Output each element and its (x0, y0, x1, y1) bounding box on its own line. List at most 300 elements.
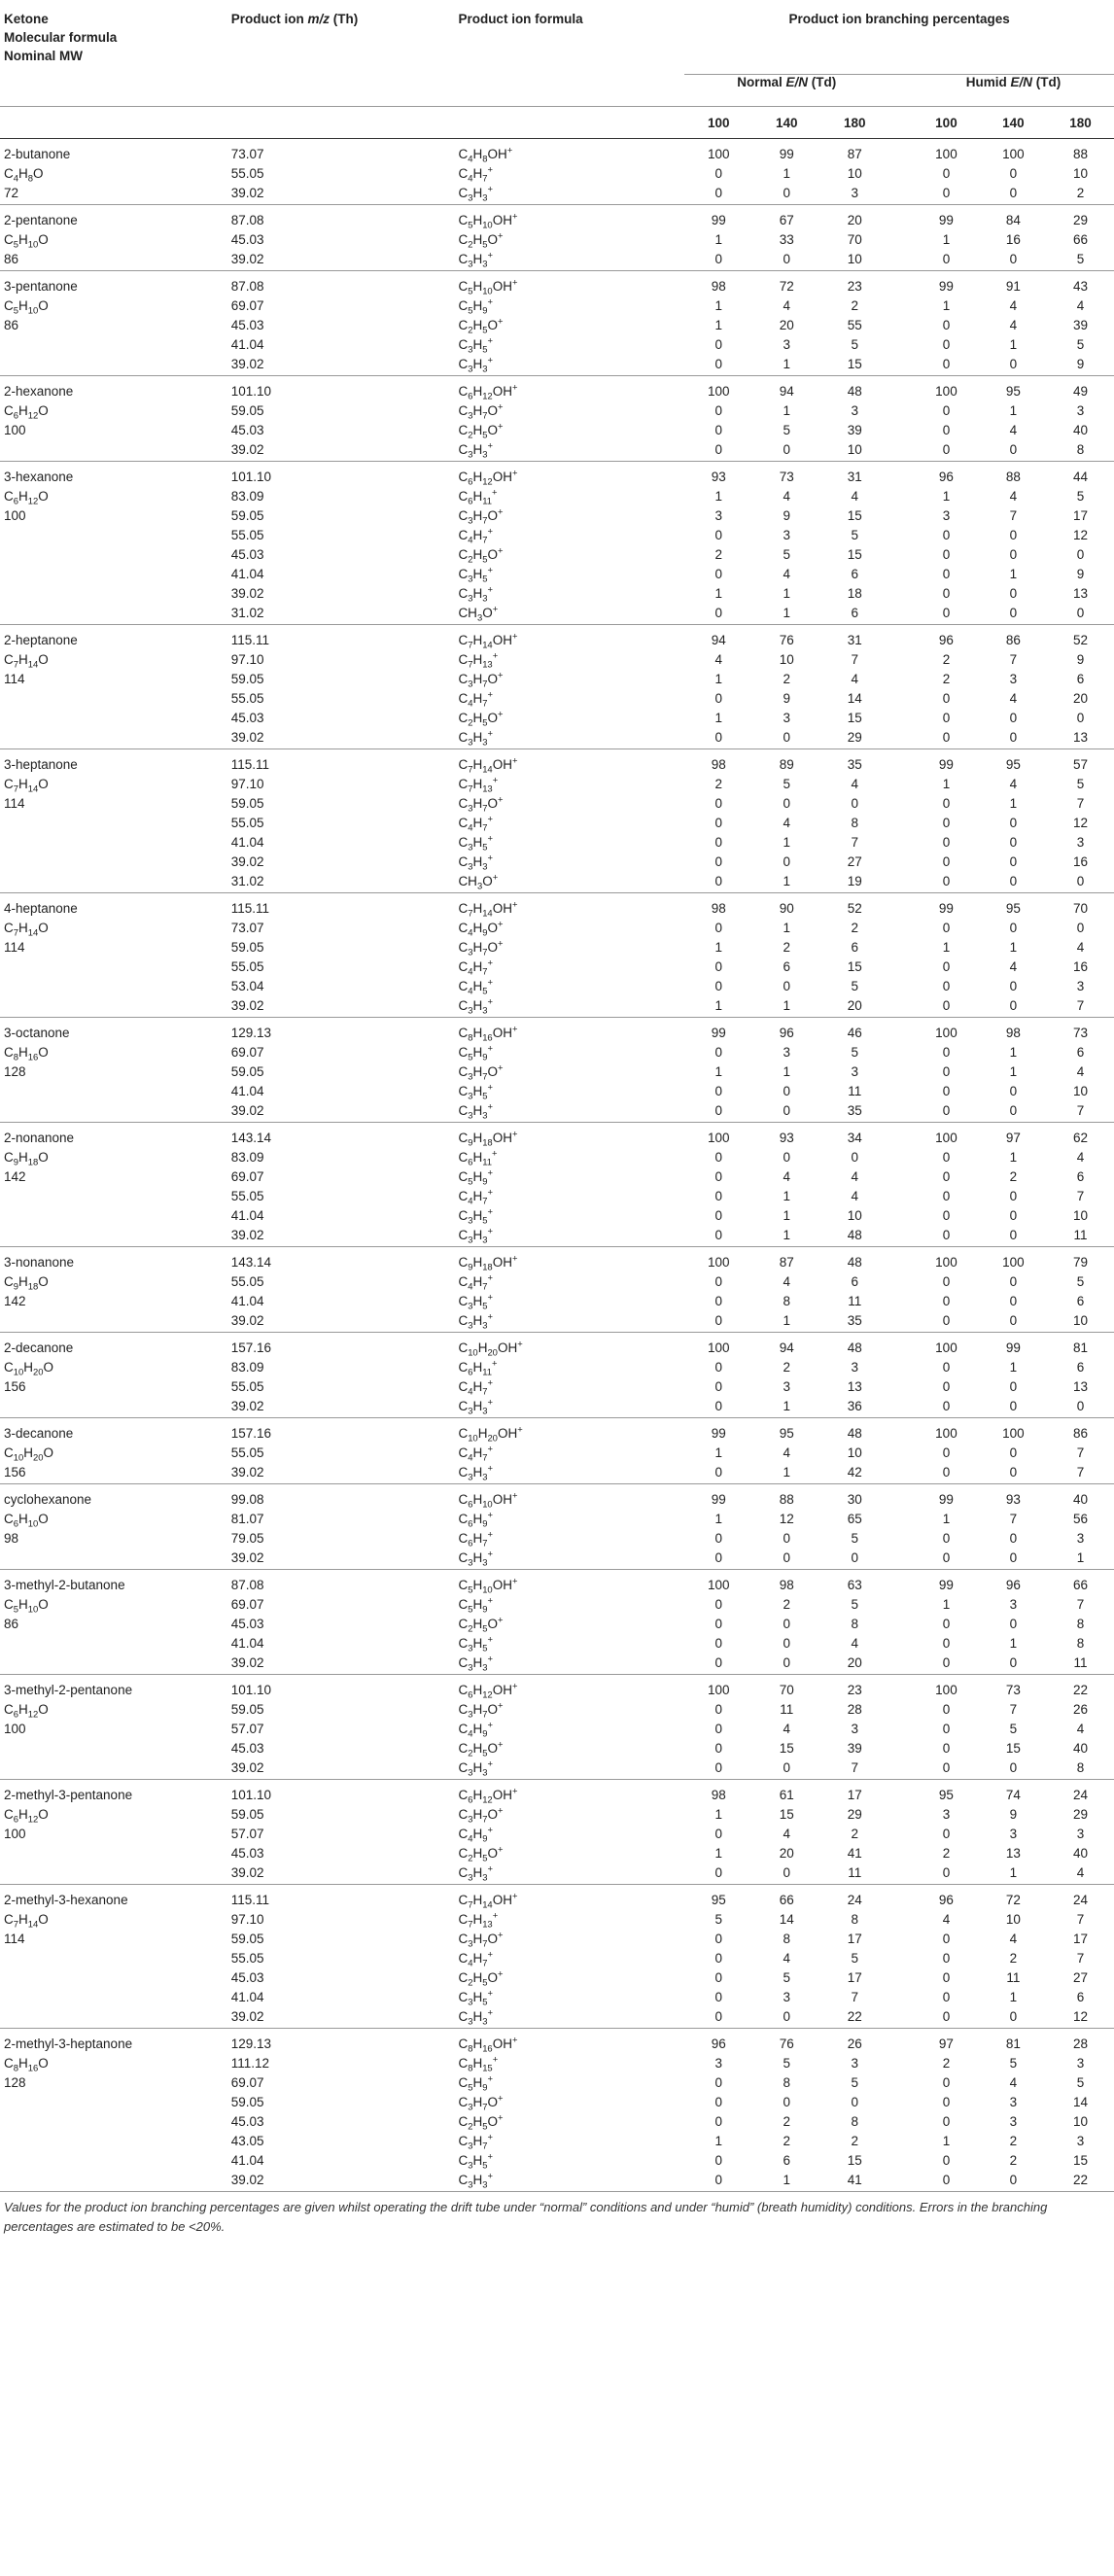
pct-humid-180: 7 (1076, 1445, 1085, 1460)
pct-normal-100: 0 (714, 1760, 722, 1775)
pct-humid-100: 2 (942, 2056, 951, 2071)
pct-humid-180: 8 (1076, 1636, 1085, 1651)
pct-normal-140: 0 (783, 1150, 790, 1165)
pct-humid-100: 0 (942, 979, 951, 993)
ketone-mw: 72 (4, 186, 19, 200)
gap-cell (888, 2008, 913, 2029)
pct-humid-140: 97 (1005, 1131, 1021, 1145)
pct-humid-100: 100 (935, 1426, 957, 1441)
pct-normal-140: 1 (783, 357, 790, 371)
pct-normal-180: 4 (851, 1189, 858, 1203)
pct-humid-180: 12 (1072, 528, 1088, 542)
ketone-cell-empty (0, 336, 227, 356)
pct-humid-180: 10 (1072, 1313, 1088, 1328)
pct-normal-100: 1 (714, 998, 722, 1013)
ion-mz: 57.07 (230, 1722, 264, 1736)
pct-normal-140: 4 (783, 1827, 790, 1841)
ion-formula: $C_3H_7O^+$ (458, 1062, 504, 1083)
pct-normal-140: 0 (783, 730, 790, 745)
ketone-formula: $C_7H_{14}O$ (4, 652, 49, 671)
pct-humid-180: 4 (1076, 940, 1085, 955)
pct-humid-100: 95 (938, 1788, 954, 1802)
table-row (0, 1931, 1114, 1950)
pct-humid-180: 27 (1072, 1970, 1088, 1985)
ketone-cell-empty (0, 1083, 227, 1102)
pct-normal-100: 0 (714, 691, 722, 706)
pct-normal-100: 0 (714, 1636, 722, 1651)
pct-normal-180: 41 (847, 1846, 862, 1861)
pct-normal-100: 0 (714, 874, 722, 888)
ketone-name: 3-pentanone (4, 279, 78, 294)
ketone-cell-empty (0, 527, 227, 546)
ion-mz: 39.02 (230, 2173, 264, 2187)
ion-mz: 59.05 (230, 1702, 264, 1717)
pct-normal-140: 0 (783, 979, 790, 993)
pct-humid-100: 0 (942, 1932, 951, 1946)
ketone-name: 2-butanone (4, 147, 71, 161)
pct-humid-100: 0 (942, 403, 951, 418)
ketone-group (0, 1123, 1114, 1247)
pct-humid-180: 7 (1076, 796, 1085, 811)
pct-normal-140: 0 (783, 1865, 790, 1880)
pct-normal-180: 7 (851, 652, 858, 667)
pct-normal-100: 0 (714, 1932, 722, 1946)
ion-mz: 43.05 (230, 2134, 264, 2148)
pct-humid-140: 73 (1005, 1683, 1021, 1697)
pct-humid-100: 100 (935, 1340, 957, 1355)
pct-normal-140: 15 (779, 1741, 794, 1756)
pct-humid-140: 0 (1009, 606, 1018, 620)
ion-mz: 143.14 (230, 1255, 272, 1270)
pct-humid-180: 5 (1076, 2075, 1085, 2090)
pct-humid-180: 62 (1072, 1131, 1088, 1145)
pct-normal-180: 17 (847, 1788, 862, 1802)
pct-normal-100: 0 (714, 1990, 722, 2004)
pct-normal-140: 11 (780, 1702, 794, 1717)
ketone-formula: $C_5H_{10}O$ (4, 1597, 49, 1616)
gap-cell (888, 1273, 913, 1293)
pct-normal-140: 5 (783, 547, 790, 562)
pct-humid-180: 7 (1076, 1465, 1085, 1479)
ketone-formula: $C_6H_{12}O$ (4, 403, 49, 422)
pct-normal-140: 3 (783, 1045, 790, 1060)
ketone-mw: 114 (4, 940, 25, 955)
gap-cell (888, 939, 913, 958)
pct-normal-100: 99 (711, 1426, 726, 1441)
ion-mz: 101.10 (230, 1683, 272, 1697)
pct-normal-180: 6 (851, 606, 858, 620)
pct-normal-180: 35 (847, 1313, 862, 1328)
ketone-cell-empty (0, 356, 227, 376)
ketone-cell-empty (0, 1950, 227, 1969)
pct-humid-100: 0 (942, 1865, 951, 1880)
gap-cell (888, 1511, 913, 1530)
ion-formula: $C_3H_3^+$ (458, 184, 493, 204)
table-row (0, 317, 1114, 336)
pct-normal-140: 61 (779, 1788, 794, 1802)
ion-mz: 39.02 (230, 1228, 264, 1242)
pct-humid-140: 15 (1005, 1741, 1021, 1756)
ketone-group (0, 1247, 1114, 1333)
gap-cell (888, 1826, 913, 1845)
pct-humid-180: 5 (1076, 489, 1085, 504)
pct-normal-140: 0 (783, 252, 790, 266)
ketone-cell-empty (0, 2152, 227, 2172)
ketone-mw: 86 (4, 318, 19, 332)
pct-normal-140: 72 (779, 279, 794, 294)
ion-mz: 39.02 (230, 730, 264, 745)
ion-formula: $C_4H_7^+$ (458, 1187, 493, 1207)
table-row (0, 1845, 1114, 1864)
pct-normal-100: 0 (714, 2095, 722, 2109)
pct-humid-180: 20 (1072, 691, 1088, 706)
pct-normal-180: 8 (851, 2114, 858, 2129)
pct-normal-140: 1 (783, 1064, 790, 1079)
table-row (0, 1293, 1114, 1312)
pct-humid-140: 100 (1002, 1426, 1025, 1441)
pct-humid-100: 100 (935, 147, 957, 161)
gap-cell (888, 527, 913, 546)
pct-humid-140: 3 (1009, 672, 1018, 686)
ion-mz: 41.04 (230, 1636, 264, 1651)
ion-formula: $C_6H_{10}OH^+$ (458, 1490, 518, 1511)
pct-normal-100: 0 (714, 1655, 722, 1670)
gap-cell (888, 1549, 913, 1570)
pct-normal-180: 4 (851, 1169, 858, 1184)
pct-normal-180: 2 (851, 298, 858, 313)
pct-humid-180: 15 (1072, 2153, 1088, 2168)
ketone-formula: $C_6H_{10}O$ (4, 1512, 49, 1530)
pct-humid-140: 4 (1009, 777, 1018, 791)
pct-humid-180: 5 (1076, 1274, 1085, 1289)
ion-formula: $C_3H_3^+$ (458, 1101, 493, 1122)
ion-formula: $CH_3O^+$ (458, 604, 499, 624)
pct-humid-100: 1 (942, 489, 951, 504)
gap-cell (888, 1654, 913, 1675)
pct-normal-100: 100 (707, 1131, 730, 1145)
pct-normal-140: 0 (783, 442, 790, 457)
gap-cell (888, 1740, 913, 1759)
pct-normal-100: 0 (714, 357, 722, 371)
pct-normal-180: 42 (847, 1465, 862, 1479)
gap-cell (888, 566, 913, 585)
ketone-formula: $C_9H_{18}O$ (4, 1274, 49, 1293)
pct-humid-180: 40 (1072, 1846, 1088, 1861)
pct-normal-140: 1 (783, 166, 790, 181)
ketone-formula: $C_7H_{14}O$ (4, 1912, 49, 1931)
pct-humid-180: 4 (1076, 1064, 1085, 1079)
ion-formula: $C_6H_{12}OH^+$ (458, 468, 518, 488)
pct-humid-180: 40 (1072, 423, 1088, 437)
pct-normal-100: 0 (714, 2114, 722, 2129)
ion-mz: 39.02 (230, 1103, 264, 1118)
pct-humid-100: 2 (942, 1846, 951, 1861)
pct-normal-180: 65 (847, 1512, 862, 1526)
ketone-cell-empty (0, 1102, 227, 1123)
pct-normal-140: 0 (783, 796, 790, 811)
pct-normal-140: 2 (783, 940, 790, 955)
ketone-group (0, 893, 1114, 1018)
pct-humid-180: 3 (1076, 2056, 1085, 2071)
pct-humid-140: 0 (1009, 1550, 1018, 1565)
ketone-formula: $C_9H_{18}O$ (4, 1150, 49, 1168)
ion-formula: $C_2H_5O^+$ (458, 230, 504, 251)
ion-formula: $C_6H_{12}OH^+$ (458, 1786, 518, 1806)
header-ketone (0, 0, 227, 75)
ketone-group (0, 139, 1114, 205)
pct-normal-140: 0 (783, 854, 790, 869)
pct-humid-140: 7 (1009, 1512, 1018, 1526)
pct-humid-180: 6 (1076, 1045, 1085, 1060)
table-row (0, 402, 1114, 422)
pct-normal-100: 0 (714, 166, 722, 181)
pct-humid-180: 6 (1076, 1169, 1085, 1184)
gap-cell (888, 776, 913, 795)
ion-mz: 39.02 (230, 357, 264, 371)
pct-humid-180: 6 (1076, 672, 1085, 686)
table-row (0, 205, 1114, 232)
gap-cell (888, 1484, 913, 1512)
pct-normal-100: 100 (707, 147, 730, 161)
ion-formula: $C_3H_3^+$ (458, 1311, 493, 1332)
pct-normal-180: 20 (847, 1655, 862, 1670)
pct-humid-140: 0 (1009, 854, 1018, 869)
pct-normal-180: 8 (851, 816, 858, 830)
table-row (0, 251, 1114, 271)
pct-humid-180: 79 (1072, 1255, 1088, 1270)
pct-normal-140: 2 (783, 2134, 790, 2148)
gap-cell (888, 1227, 913, 1247)
pct-normal-180: 26 (847, 2036, 862, 2051)
pct-humid-180: 13 (1072, 1379, 1088, 1394)
ion-mz: 101.10 (230, 384, 272, 399)
pct-normal-100: 0 (714, 1399, 722, 1413)
pct-normal-180: 10 (847, 166, 862, 181)
ion-mz: 129.13 (230, 1026, 272, 1040)
pct-humid-140: 1 (1009, 796, 1018, 811)
pct-normal-100: 0 (714, 1208, 722, 1223)
pct-normal-140: 4 (783, 816, 790, 830)
ketone-formula: $C_8H_{16}O$ (4, 2056, 49, 2074)
ion-formula: $C_3H_5^+$ (458, 1634, 493, 1654)
pct-humid-140: 0 (1009, 1084, 1018, 1098)
gap-cell (888, 1149, 913, 1168)
pct-normal-180: 28 (847, 1702, 862, 1717)
pct-normal-180: 3 (851, 2056, 858, 2071)
pct-humid-100: 0 (942, 1399, 951, 1413)
pct-normal-100: 0 (714, 1970, 722, 1985)
pct-normal-100: 98 (711, 901, 726, 916)
pct-humid-100: 0 (942, 252, 951, 266)
pct-humid-180: 26 (1072, 1702, 1088, 1717)
ion-formula: $C_4H_7^+$ (458, 1444, 493, 1464)
pct-normal-140: 0 (783, 1531, 790, 1546)
pct-normal-180: 4 (851, 1636, 858, 1651)
ion-mz: 45.03 (230, 423, 264, 437)
pct-normal-180: 27 (847, 854, 862, 869)
table-row (0, 376, 1114, 403)
pct-humid-140: 1 (1009, 1636, 1018, 1651)
pct-normal-180: 11 (848, 1084, 862, 1098)
pct-normal-140: 5 (783, 1970, 790, 1985)
ketone-formula: $C_{10}H_{20}O$ (4, 1360, 54, 1378)
ketone-cell-empty (0, 729, 227, 749)
ion-mz: 45.03 (230, 547, 264, 562)
pct-normal-180: 2 (851, 2134, 858, 2148)
pct-normal-140: 1 (783, 998, 790, 1013)
pct-humid-100: 0 (942, 186, 951, 200)
ion-formula: $C_3H_5^+$ (458, 1082, 493, 1102)
pct-normal-180: 31 (847, 633, 862, 647)
ketone-name: 2-hexanone (4, 384, 74, 399)
gap-cell (888, 231, 913, 251)
gap-cell (888, 1083, 913, 1102)
pct-humid-140: 0 (1009, 816, 1018, 830)
gap-cell (888, 834, 913, 853)
pct-normal-100: 0 (714, 1103, 722, 1118)
table-row (0, 462, 1114, 489)
pct-humid-140: 74 (1005, 1788, 1021, 1802)
pct-humid-100: 0 (942, 1741, 951, 1756)
pct-normal-140: 33 (779, 232, 794, 247)
pct-humid-140: 10 (1005, 1912, 1021, 1927)
pct-normal-140: 1 (783, 835, 790, 850)
ion-mz: 53.04 (230, 979, 264, 993)
pct-humid-140: 93 (1005, 1492, 1021, 1507)
ion-mz: 41.04 (230, 567, 264, 581)
gap-cell (888, 546, 913, 566)
pct-humid-100: 96 (938, 633, 954, 647)
pct-normal-140: 5 (783, 2056, 790, 2071)
table-row (0, 1398, 1114, 1418)
pct-humid-180: 14 (1072, 2095, 1088, 2109)
ion-formula: $C_3H_3^+$ (458, 853, 493, 873)
table-row (0, 1740, 1114, 1759)
pct-humid-140: 0 (1009, 1617, 1018, 1631)
gap-cell (888, 1989, 913, 2008)
gap-cell (888, 853, 913, 873)
ion-mz: 39.02 (230, 998, 264, 1013)
pct-normal-180: 3 (851, 1360, 858, 1375)
ketone-mw: 156 (4, 1465, 26, 1479)
pct-normal-180: 36 (847, 1399, 862, 1413)
pct-humid-100: 0 (942, 835, 951, 850)
ion-mz: 83.09 (230, 1360, 264, 1375)
pct-normal-140: 73 (779, 470, 794, 484)
pct-humid-100: 0 (942, 1379, 951, 1394)
pct-humid-100: 0 (942, 1064, 951, 1079)
pct-humid-180: 6 (1076, 1360, 1085, 1375)
gap-cell (888, 441, 913, 462)
ketone-name: 2-pentanone (4, 213, 78, 227)
gap-cell (888, 1864, 913, 1885)
pct-normal-140: 3 (783, 1990, 790, 2004)
ion-mz: 157.16 (230, 1340, 272, 1355)
pct-humid-100: 1 (942, 2134, 951, 2148)
ion-formula: $C_8H_{16}OH^+$ (458, 2035, 518, 2055)
pct-humid-180: 40 (1072, 1741, 1088, 1756)
pct-humid-100: 0 (942, 1970, 951, 1985)
pct-normal-140: 1 (783, 586, 790, 601)
pct-humid-180: 12 (1072, 816, 1088, 830)
pct-normal-140: 10 (779, 652, 794, 667)
table-row (0, 546, 1114, 566)
gap-cell (888, 1378, 913, 1398)
ion-formula: $C_9H_{18}OH^+$ (458, 1129, 518, 1149)
pct-normal-100: 99 (711, 1492, 726, 1507)
pct-normal-100: 0 (714, 1045, 722, 1060)
ketone-mw: 100 (4, 508, 26, 523)
pct-humid-140: 0 (1009, 528, 1018, 542)
pct-humid-180: 0 (1076, 921, 1085, 935)
ketone-cell-empty (0, 1740, 227, 1759)
ion-mz: 45.03 (230, 1970, 264, 1985)
pct-humid-100: 0 (942, 1228, 951, 1242)
pct-humid-140: 0 (1009, 586, 1018, 601)
ketone-cell-empty (0, 2133, 227, 2152)
table-row (0, 1570, 1114, 1597)
pct-normal-100: 98 (711, 757, 726, 772)
table-row (0, 1149, 1114, 1168)
pct-normal-100: 0 (714, 1722, 722, 1736)
gap-cell (888, 1333, 913, 1360)
pct-normal-100: 0 (714, 854, 722, 869)
pct-humid-180: 4 (1076, 1865, 1085, 1880)
pct-humid-140: 1 (1009, 337, 1018, 352)
pct-humid-100: 0 (942, 1550, 951, 1565)
pct-humid-140: 95 (1005, 384, 1021, 399)
pct-normal-100: 0 (714, 1597, 722, 1612)
ketone-cell-empty (0, 834, 227, 853)
pct-humid-100: 97 (938, 2036, 954, 2051)
pct-humid-140: 4 (1009, 2075, 1018, 2090)
ion-mz: 59.05 (230, 1807, 264, 1822)
ion-mz: 39.02 (230, 252, 264, 266)
pct-normal-100: 0 (714, 1702, 722, 1717)
table-row (0, 1168, 1114, 1188)
ketone-cell-empty (0, 1969, 227, 1989)
table-row (0, 185, 1114, 205)
pct-normal-180: 29 (847, 1807, 862, 1822)
gap-cell (888, 997, 913, 1018)
pct-normal-180: 6 (851, 940, 858, 955)
ketone-mw: 86 (4, 1617, 19, 1631)
pct-normal-140: 0 (783, 2009, 790, 2024)
gap-cell (888, 625, 913, 652)
ion-formula: $C_3H_3^+$ (458, 2171, 493, 2191)
table-row (0, 920, 1114, 939)
pct-normal-140: 2 (783, 1597, 790, 1612)
pct-humid-180: 2 (1076, 186, 1085, 200)
table-row (0, 356, 1114, 376)
pct-humid-140: 3 (1009, 2095, 1018, 2109)
ion-formula: $C_3H_5^+$ (458, 2151, 493, 2172)
table-row (0, 488, 1114, 507)
ion-formula: $C_3H_7O^+$ (458, 1930, 504, 1950)
pct-normal-180: 7 (851, 1990, 858, 2004)
pct-humid-180: 28 (1072, 2036, 1088, 2051)
ion-formula: $C_6H_{12}OH^+$ (458, 1681, 518, 1701)
gap-cell (888, 1845, 913, 1864)
table-row (0, 1530, 1114, 1549)
header-normal: Normal E/N (Td) (684, 75, 888, 107)
ion-mz: 101.10 (230, 1788, 272, 1802)
table-row (0, 2074, 1114, 2094)
ion-formula: $C_6H_7^+$ (458, 1529, 493, 1549)
pct-humid-140: 72 (1005, 1893, 1021, 1907)
pct-humid-180: 6 (1076, 1294, 1085, 1308)
pct-normal-140: 89 (779, 757, 794, 772)
